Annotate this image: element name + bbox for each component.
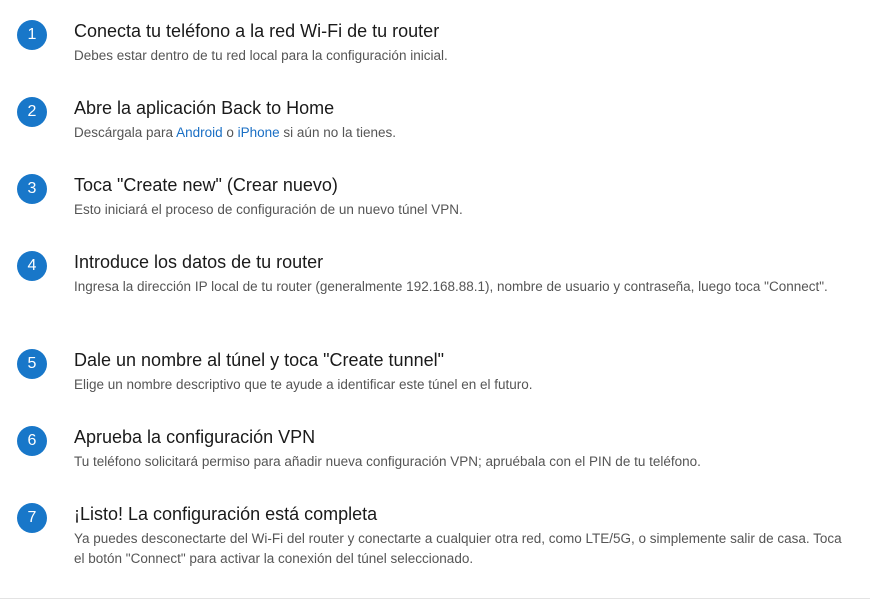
step-number-badge: 1	[17, 20, 47, 50]
step-number-badge: 6	[17, 426, 47, 456]
step-number-badge: 5	[17, 349, 47, 379]
step-description-mid: o	[222, 125, 238, 140]
step-title: Toca "Create new" (Crear nuevo)	[74, 175, 338, 195]
step-number-badge: 7	[17, 503, 47, 533]
step-description: Tu teléfono solicitará permiso para añadir nueva configuración VPN; apruébala con el PIN de tu teléfono.	[74, 454, 701, 469]
step-description-suffix: si aún no la tienes.	[279, 125, 396, 140]
step-description: Esto iniciará el proceso de configuración de un nuevo túnel VPN.	[74, 202, 463, 217]
step-number-badge: 4	[17, 251, 47, 281]
step-title: Abre la aplicación Back to Home	[74, 98, 335, 118]
step-title: Introduce los datos de tu router	[74, 252, 324, 272]
step-title: Conecta tu teléfono a la red Wi-Fi de tu router	[74, 21, 440, 41]
step-title: Aprueba la configuración VPN	[74, 427, 316, 447]
step-description-prefix: Descárgala para	[74, 125, 177, 140]
bottom-divider	[0, 598, 870, 599]
step-description: Elige un nombre descriptivo que te ayude a identificar este túnel en el futuro.	[74, 377, 533, 392]
step-description	[74, 123, 854, 143]
android-link[interactable]: Android	[176, 125, 223, 140]
step-description: Debes estar dentro de tu red local para la configuración inicial.	[74, 48, 448, 63]
step-number-badge: 2	[17, 97, 47, 127]
step-number-badge: 3	[17, 174, 47, 204]
iphone-link[interactable]: iPhone	[237, 125, 280, 140]
step-description: Ingresa la dirección IP local de tu router (generalmente 192.168.88.1), nombre de usuario y contraseña, luego toca "Connect".	[74, 279, 828, 294]
step-title: Dale un nombre al túnel y toca "Create tunnel"	[74, 350, 444, 370]
step-description: Ya puedes desconectarte del Wi-Fi del router y conectarte a cualquier otra red, como LTE/5G, o simplemente salir de casa. Toca el botón "Connect" para activar la conexión del túnel seleccionado.	[74, 531, 842, 566]
step-title: ¡Listo! La configuración está completa	[74, 504, 378, 524]
